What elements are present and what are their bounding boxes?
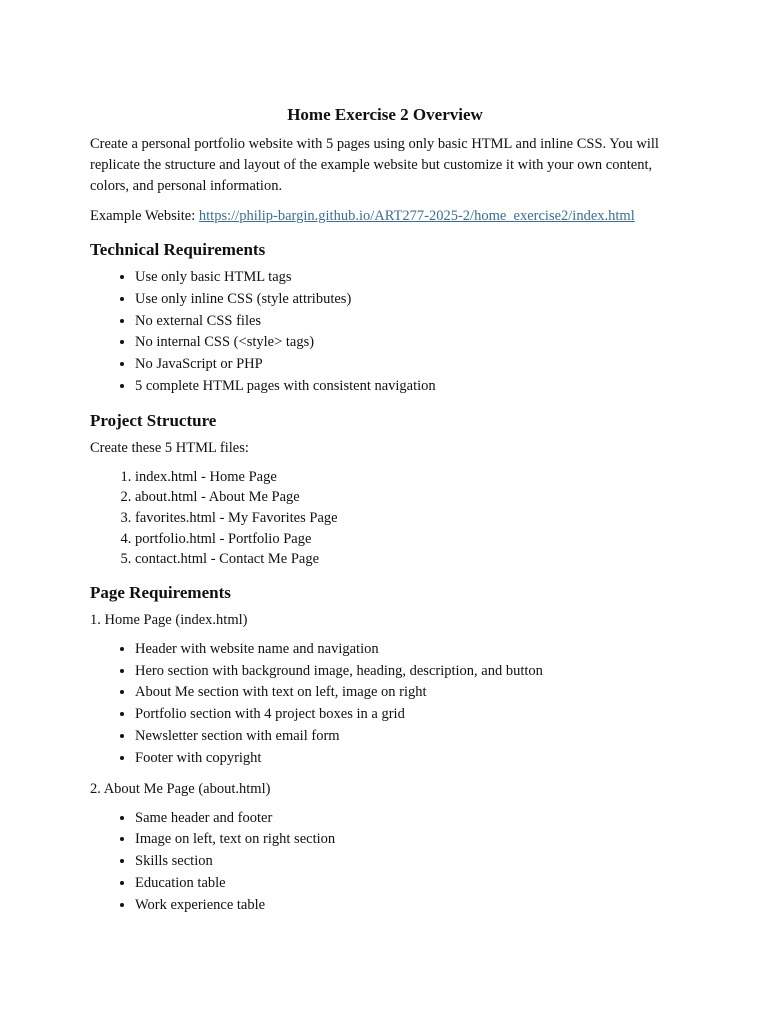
list-item: • Use only basic HTML tags xyxy=(135,267,680,289)
about-page-subheading: 2. About Me Page (about.html) xyxy=(90,780,271,797)
list-item: • Header with website name and navigation xyxy=(135,639,680,661)
technical-requirements-list xyxy=(90,267,680,398)
list-item: 5. contact.html - Contact Me Page xyxy=(135,549,680,570)
list-item: 2. about.html - About Me Page xyxy=(135,487,680,508)
document-title: Home Exercise 2 Overview xyxy=(287,105,483,124)
list-item: • No internal CSS (<style> tags) xyxy=(135,332,680,354)
example-website-line xyxy=(90,206,680,227)
list-item: 1. index.html - Home Page xyxy=(135,467,680,488)
list-item: • About Me section with text on left, image on right xyxy=(135,682,680,704)
project-structure-lead: Create these 5 HTML files: xyxy=(90,439,249,456)
list-item: 4. portfolio.html - Portfolio Page xyxy=(135,529,680,550)
list-item: • Skills section xyxy=(135,851,680,873)
list-item: • 5 complete HTML pages with consistent navigation xyxy=(135,376,680,398)
list-item: • No JavaScript or PHP xyxy=(135,354,680,376)
list-item: • Education table xyxy=(135,873,680,895)
intro-paragraph: Create a personal portfolio website with 5 pages using only basic HTML and inline CSS. You will replicate the structure and layout of the example website but customize it with your own content, colors, and personal information. xyxy=(90,136,659,194)
project-structure-list xyxy=(90,467,680,570)
list-item: • Hero section with background image, heading, description, and button xyxy=(135,661,680,683)
example-website-link[interactable]: https://philip-bargin.github.io/ART277-2025-2/home_exercise2/index.html xyxy=(198,208,635,224)
list-item: • No external CSS files xyxy=(135,311,680,333)
home-page-requirements-list xyxy=(90,639,680,770)
list-item: 3. favorites.html - My Favorites Page xyxy=(135,508,680,529)
example-website-label: Example Website: xyxy=(90,208,199,224)
list-item: • Use only inline CSS (style attributes) xyxy=(135,289,680,311)
list-item: • Same header and footer xyxy=(135,808,680,830)
list-item: • Newsletter section with email form xyxy=(135,726,680,748)
list-item: • Image on left, text on right section xyxy=(135,829,680,851)
list-item: • Portfolio section with 4 project boxes in a grid xyxy=(135,704,680,726)
technical-requirements-heading: Technical Requirements xyxy=(90,240,266,259)
page-requirements-heading: Page Requirements xyxy=(90,582,231,602)
about-page-requirements-list xyxy=(90,808,680,917)
project-structure-heading: Project Structure xyxy=(90,410,217,430)
list-item: • Work experience table xyxy=(135,895,680,917)
list-item: • Footer with copyright xyxy=(135,748,680,770)
home-page-subheading: 1. Home Page (index.html) xyxy=(90,611,248,628)
document-page xyxy=(90,104,680,926)
